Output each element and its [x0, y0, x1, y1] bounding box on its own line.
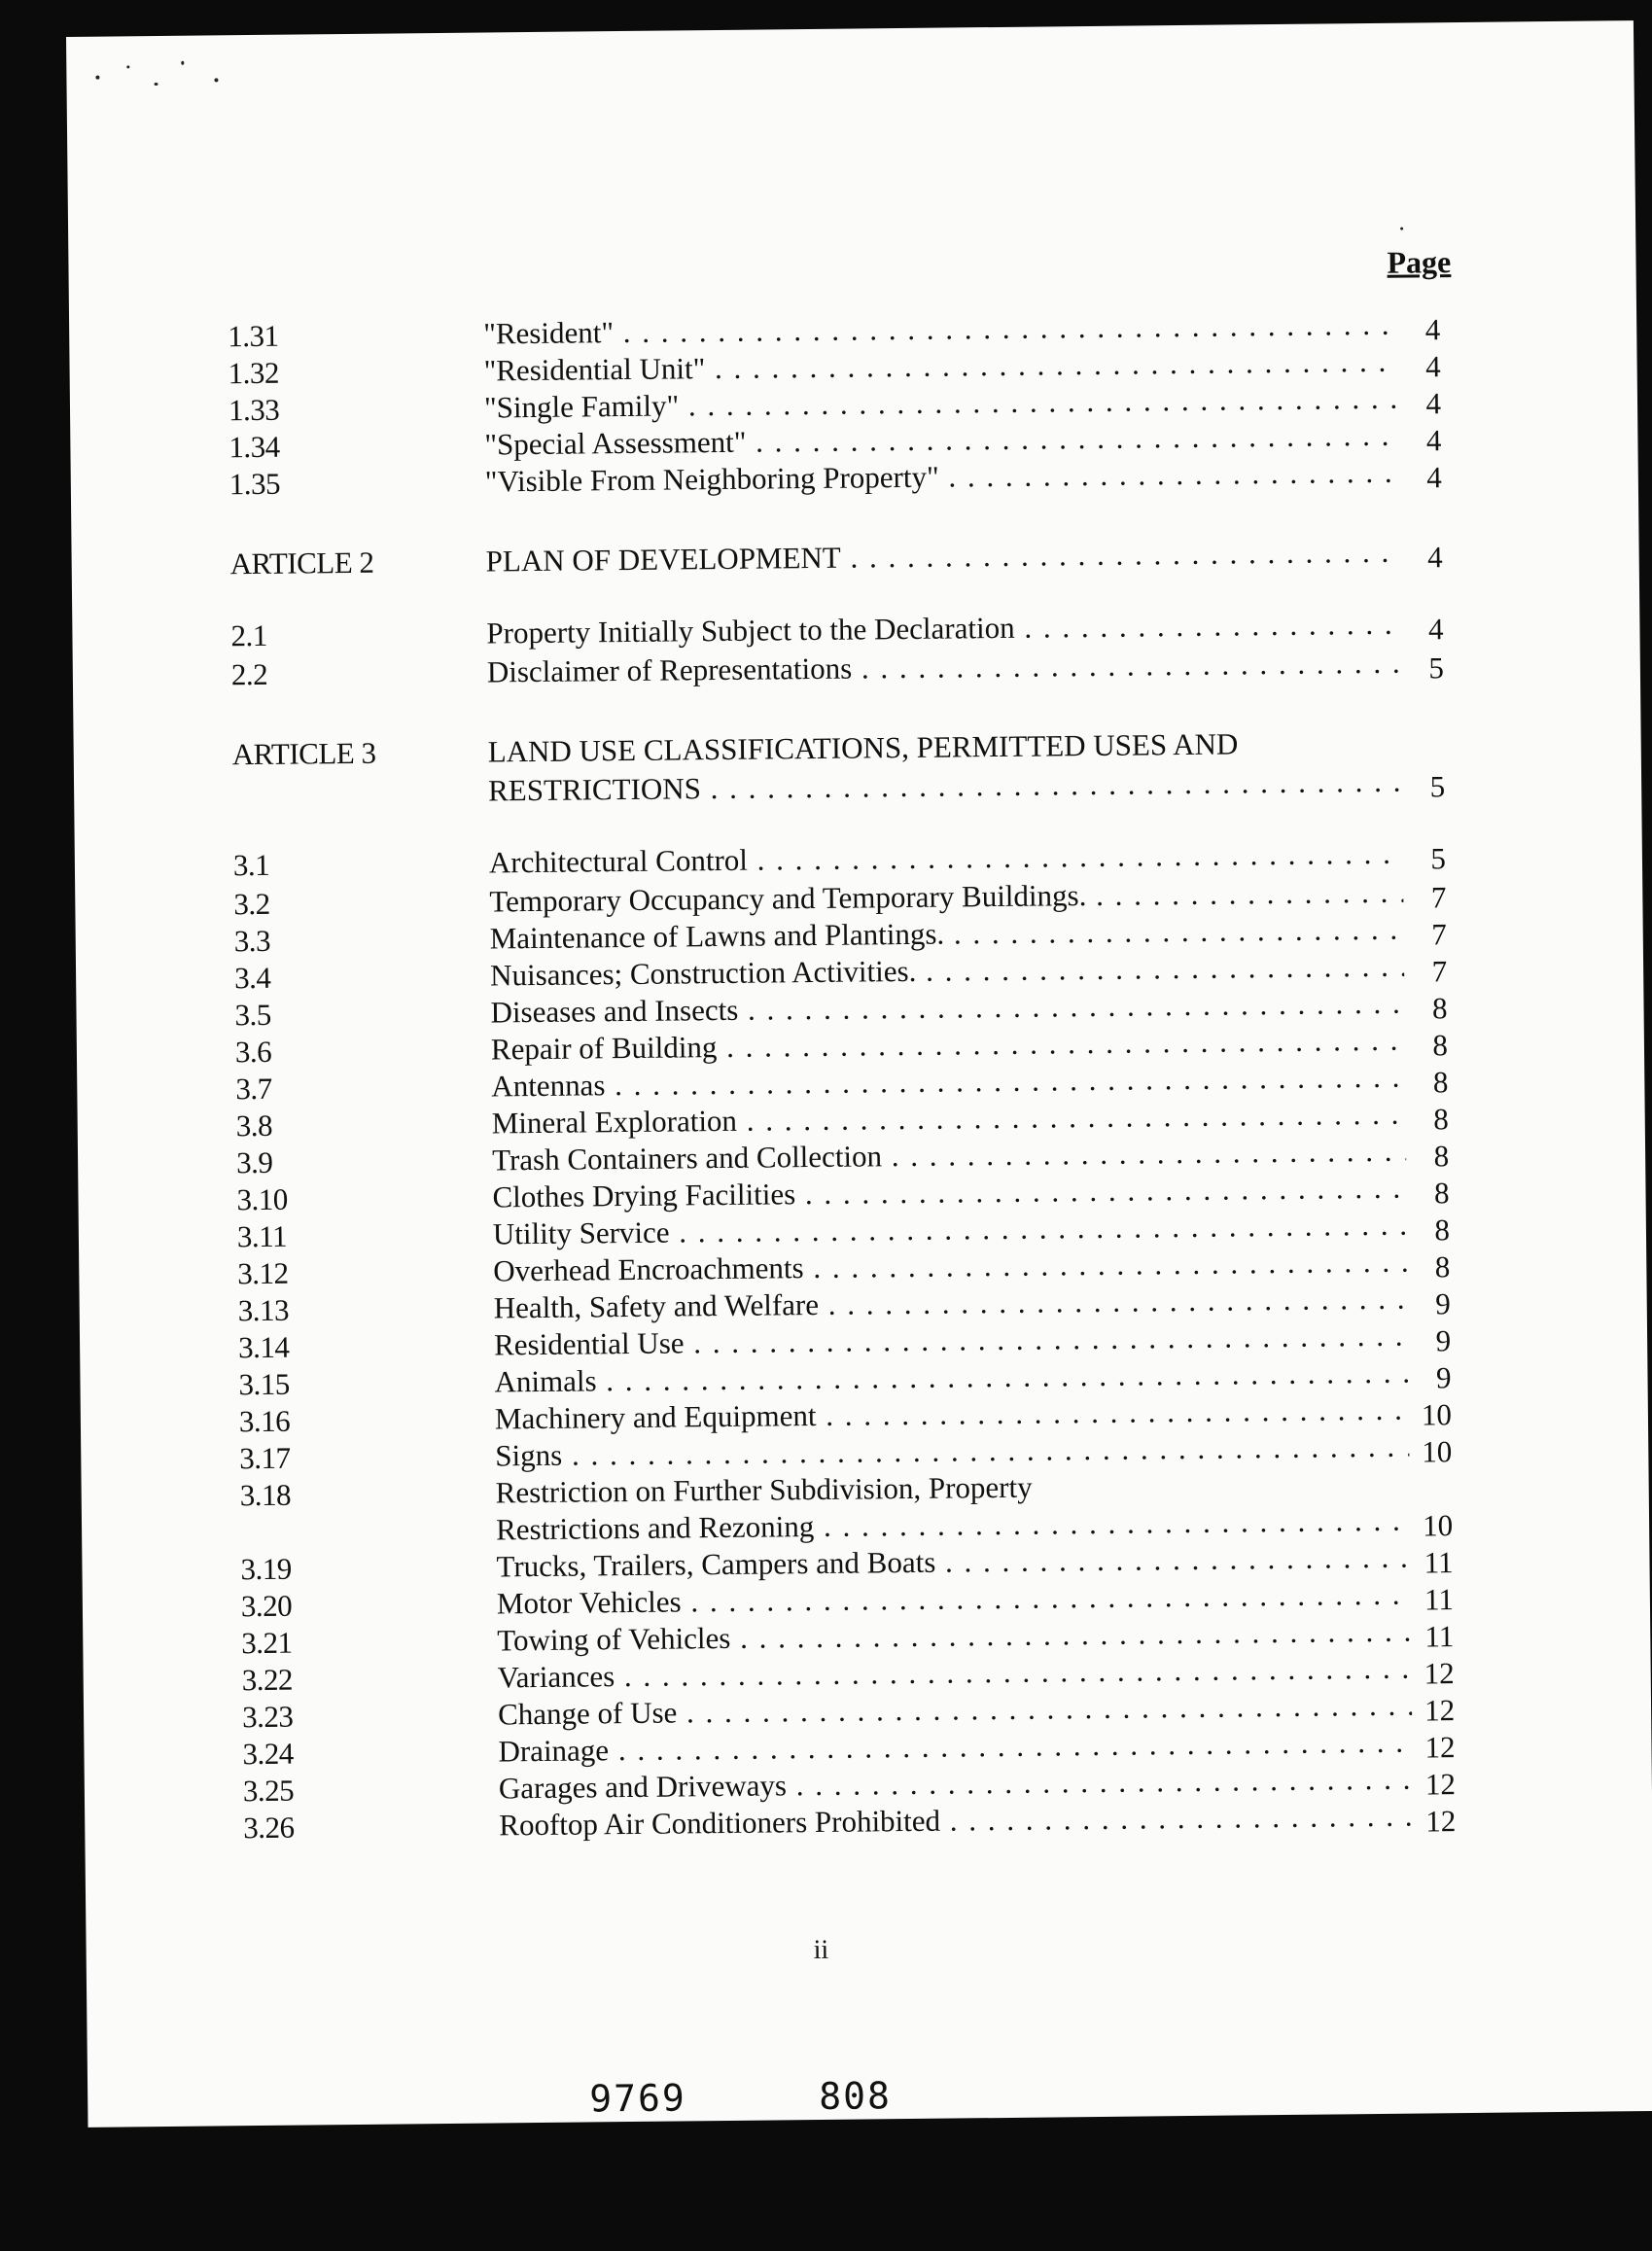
toc-entry-number: 1.34: [228, 429, 280, 465]
toc-entry-number: 3.7: [235, 1071, 272, 1107]
toc-entry-page: 10: [1422, 1508, 1454, 1543]
toc-entry-number: 1.31: [228, 318, 279, 354]
toc-entry-page: 8: [1433, 1176, 1450, 1211]
toc-entry-number: 3.2: [233, 886, 270, 922]
toc-entry-page: 9: [1435, 1323, 1452, 1358]
toc-entry-number: 3.6: [234, 1034, 272, 1070]
toc-entry-title: Trash Containers and Collection . . .: [492, 1134, 1406, 1178]
toc-entry-number: 3.1: [232, 847, 270, 883]
toc-entry-number: 3.16: [238, 1403, 291, 1439]
toc-entry-number: 1.33: [228, 392, 280, 428]
toc-entry-title: Disclaimer of Representations . . .: [487, 646, 1401, 690]
toc-entry-page: 9: [1435, 1286, 1451, 1321]
toc-entry-page: 10: [1421, 1397, 1453, 1432]
toc-entry-number: 3.21: [241, 1625, 293, 1661]
toc-entry-title: Diseases and Insects . . .: [490, 986, 1404, 1031]
toc-entry-title: "Single Family" . . .: [484, 381, 1398, 426]
toc-entry-title: "Special Assessment" . . .: [484, 418, 1398, 463]
toc-entry-number: 3.15: [238, 1366, 290, 1402]
toc-entry-title: Garages and Driveways . . .: [499, 1762, 1413, 1807]
toc-entry-number: 3.18: [239, 1477, 292, 1513]
page-column-header: Page: [1387, 244, 1452, 280]
toc-entry-number: 2.1: [230, 617, 267, 653]
toc-entry-title: Maintenance of Lawns and Plantings. . . .: [490, 912, 1404, 957]
toc-entry-number: 3.24: [242, 1736, 294, 1772]
toc-entry-number: 3.23: [241, 1699, 294, 1735]
toc-entry-page: 5: [1428, 651, 1445, 686]
toc-entry-page: 7: [1431, 917, 1447, 952]
toc-entry-number: ARTICLE 3: [231, 735, 376, 772]
toc-entry-page: 4: [1425, 423, 1442, 458]
toc-entry-title: LAND USE CLASSIFICATIONS, PERMITTED USES AND: [487, 726, 1239, 769]
toc-entry-page: 4: [1424, 312, 1441, 347]
toc-entry-number: 3.9: [235, 1144, 273, 1180]
toc-entry-title: Machinery and Equipment . . .: [495, 1392, 1409, 1437]
toc-entry-number: 1.35: [228, 466, 281, 502]
bates-stamp-right: 808: [818, 2074, 893, 2119]
toc-entry-title: Trucks, Trailers, Campers and Boats . . .: [496, 1540, 1410, 1585]
toc-entry-title: Variances . . .: [498, 1651, 1412, 1696]
toc-entry-page: 7: [1431, 954, 1448, 989]
toc-entry-number: 3.8: [235, 1108, 273, 1143]
toc-entry-page: 4: [1424, 349, 1441, 384]
toc-entry-title: "Visible From Neighboring Property" . . .: [485, 455, 1399, 500]
toc-entry-page: 8: [1433, 1139, 1450, 1174]
toc-entry-page: 4: [1425, 386, 1442, 421]
toc-entry-title: Repair of Building . . .: [491, 1023, 1405, 1068]
toc-entry-title: Architectural Control . . .: [489, 836, 1403, 881]
toc-entry-number: 3.22: [241, 1662, 294, 1698]
toc-entry-number: 3.14: [237, 1329, 290, 1365]
toc-entry-page: 4: [1426, 540, 1443, 575]
toc-entry-page: 5: [1430, 841, 1447, 876]
toc-entry-title: Property Initially Subject to the Declaration . . .: [486, 607, 1400, 651]
toc-entry-number: ARTICLE 2: [229, 545, 374, 581]
toc-entry-title: PLAN OF DEVELOPMENT . . .: [485, 535, 1399, 580]
toc-entry-title: Restrictions and Rezoning . . .: [496, 1503, 1410, 1548]
toc-entry-page: 8: [1434, 1213, 1451, 1248]
toc-entry-number: 2.2: [230, 656, 268, 692]
toc-entry-title: Signs . . .: [495, 1429, 1409, 1474]
toc-entry-page: 7: [1430, 880, 1447, 915]
toc-entry-number: 3.19: [240, 1551, 292, 1587]
toc-entry-title: Animals . . .: [494, 1355, 1408, 1400]
toc-entry-title: Temporary Occupancy and Temporary Buildings. . . .: [489, 875, 1403, 920]
toc-entry-page: 8: [1434, 1249, 1451, 1284]
toc-entry-title: "Residential Unit" . . .: [483, 344, 1397, 389]
toc-entry-page: 8: [1432, 1028, 1449, 1063]
toc-entry-page: 11: [1424, 1619, 1455, 1654]
toc-entry-title: Change of Use . . .: [498, 1688, 1412, 1733]
toc-entry-page: 4: [1426, 460, 1443, 495]
toc-entry-page: 11: [1424, 1582, 1455, 1617]
toc-entry-page: 8: [1432, 1065, 1449, 1100]
toc-entry-title: Nuisances; Construction Activities. . . .: [490, 949, 1404, 994]
toc-entry-page: 11: [1424, 1545, 1454, 1580]
toc-entry-number: 3.25: [242, 1773, 295, 1809]
toc-entry-page: 5: [1429, 769, 1446, 804]
toc-entry-title: RESTRICTIONS . . .: [488, 764, 1402, 809]
toc-entry-page: 10: [1422, 1434, 1453, 1469]
toc-entry-title: Drainage . . .: [498, 1725, 1412, 1770]
toc-entry-title: Health, Safety and Welfare . . .: [494, 1282, 1408, 1326]
toc-entry-page: 12: [1424, 1767, 1457, 1802]
toc-entry-number: 3.17: [239, 1440, 291, 1476]
toc-entry: [72, 532, 1639, 587]
toc-entry-number: 3.12: [237, 1255, 289, 1291]
toc-entry-page: 12: [1424, 1693, 1456, 1728]
toc-entry-page: 8: [1431, 991, 1448, 1026]
toc-entry-number: 3.20: [240, 1588, 293, 1624]
toc-entry-number: 3.3: [233, 923, 271, 959]
toc-entry-title: Overhead Encroachments . . .: [493, 1245, 1407, 1289]
toc-entry-number: 3.11: [236, 1218, 288, 1254]
bates-stamp-left: 9769: [589, 2076, 686, 2121]
toc-entry-page: 8: [1433, 1102, 1449, 1137]
toc-entry-number: 3.13: [237, 1292, 290, 1328]
toc-entry-title: Restriction on Further Subdivision, Property: [495, 1469, 1033, 1510]
toc-entry-number: 3.4: [233, 960, 271, 996]
toc-entry-title: Antennas . . .: [491, 1060, 1405, 1105]
toc-entry-title: Motor Vehicles . . .: [497, 1577, 1411, 1622]
toc-entry-number: 3.10: [236, 1181, 288, 1217]
toc-entry-number: 1.32: [228, 355, 280, 391]
page-number: ii: [813, 1934, 829, 1966]
toc-entry-title: Rooftop Air Conditioners Prohibited . . .: [499, 1799, 1413, 1844]
toc-entry-title: Utility Service . . .: [493, 1208, 1407, 1252]
toc-entry-page: 4: [1427, 612, 1444, 647]
toc-entry-title: Residential Use . . .: [494, 1319, 1408, 1363]
document-page: [66, 20, 1652, 2128]
toc-entry-title: Towing of Vehicles . . .: [497, 1614, 1411, 1659]
toc-entry-page: 9: [1435, 1360, 1452, 1395]
toc-entry-page: 12: [1424, 1656, 1455, 1691]
toc-entry-page: 12: [1425, 1804, 1457, 1839]
toc-entry-title: "Resident" . . .: [483, 307, 1397, 352]
toc-entry-number: 3.26: [243, 1810, 295, 1846]
toc-entry-title: Clothes Drying Facilities . . .: [492, 1171, 1406, 1215]
toc-entry-number: 3.5: [234, 997, 271, 1033]
toc-entry-page: 12: [1424, 1730, 1456, 1765]
toc-entry-title: Mineral Exploration . . .: [492, 1097, 1406, 1142]
